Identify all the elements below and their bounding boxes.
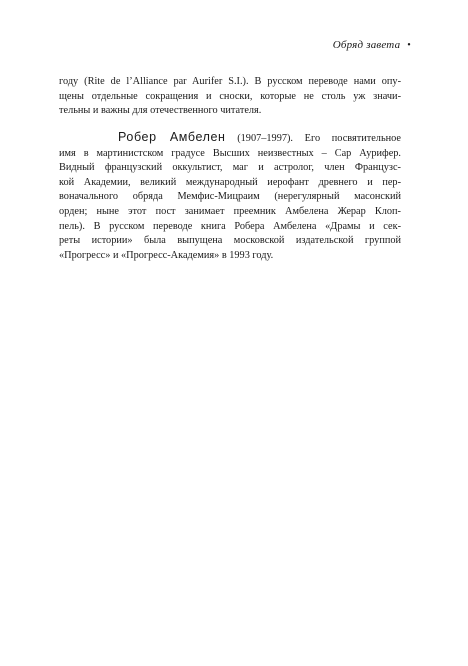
paragraph-line: тельны и важны для отечественного читателя. xyxy=(59,105,262,117)
paragraph-line: кой Академии, великий международный иерофант древнего и пер- xyxy=(59,176,401,188)
paragraph-first-line xyxy=(59,130,401,147)
paragraph-line: воначального обряда Мемфис-Мицраим (нерегулярный масонский xyxy=(59,191,401,203)
paragraph-line: «Прогресс» и «Прогресс-Академия» в 1993 году. xyxy=(59,249,274,261)
paragraph-line: году (Rite de l’Alliance par Aurifer S.I.). В русском переводе нами опу- xyxy=(59,76,401,87)
running-head xyxy=(333,39,411,51)
author-dates: (1907–1997). Его посвятительное xyxy=(237,133,401,144)
paragraph-line: реты истории» была выпущена московской издательской группой xyxy=(59,235,401,247)
paragraph-line: орден; ныне этот пост занимает преемник Амбелена Жерар Клоп- xyxy=(59,205,401,217)
running-head-bullet: • xyxy=(407,39,411,51)
paragraph-line: пель). В русском переводе книга Робера Амбелена «Драмы и сек- xyxy=(59,220,401,232)
running-head-title: Обряд завета xyxy=(332,39,401,51)
paragraph-line: Видный французский оккультист, маг и астролог, член Французс- xyxy=(59,162,401,174)
author-name: Робер Амбелен xyxy=(118,130,226,144)
paragraph-translation-note xyxy=(59,75,401,119)
paragraph-line: щены отдельные сокращения и сноски, которые не столь уж значи- xyxy=(59,90,401,102)
paragraph-line: имя в мартинистском градусе Высших неизвестных – Сар Аурифер. xyxy=(59,147,401,159)
paragraph-author-bio xyxy=(59,130,401,263)
